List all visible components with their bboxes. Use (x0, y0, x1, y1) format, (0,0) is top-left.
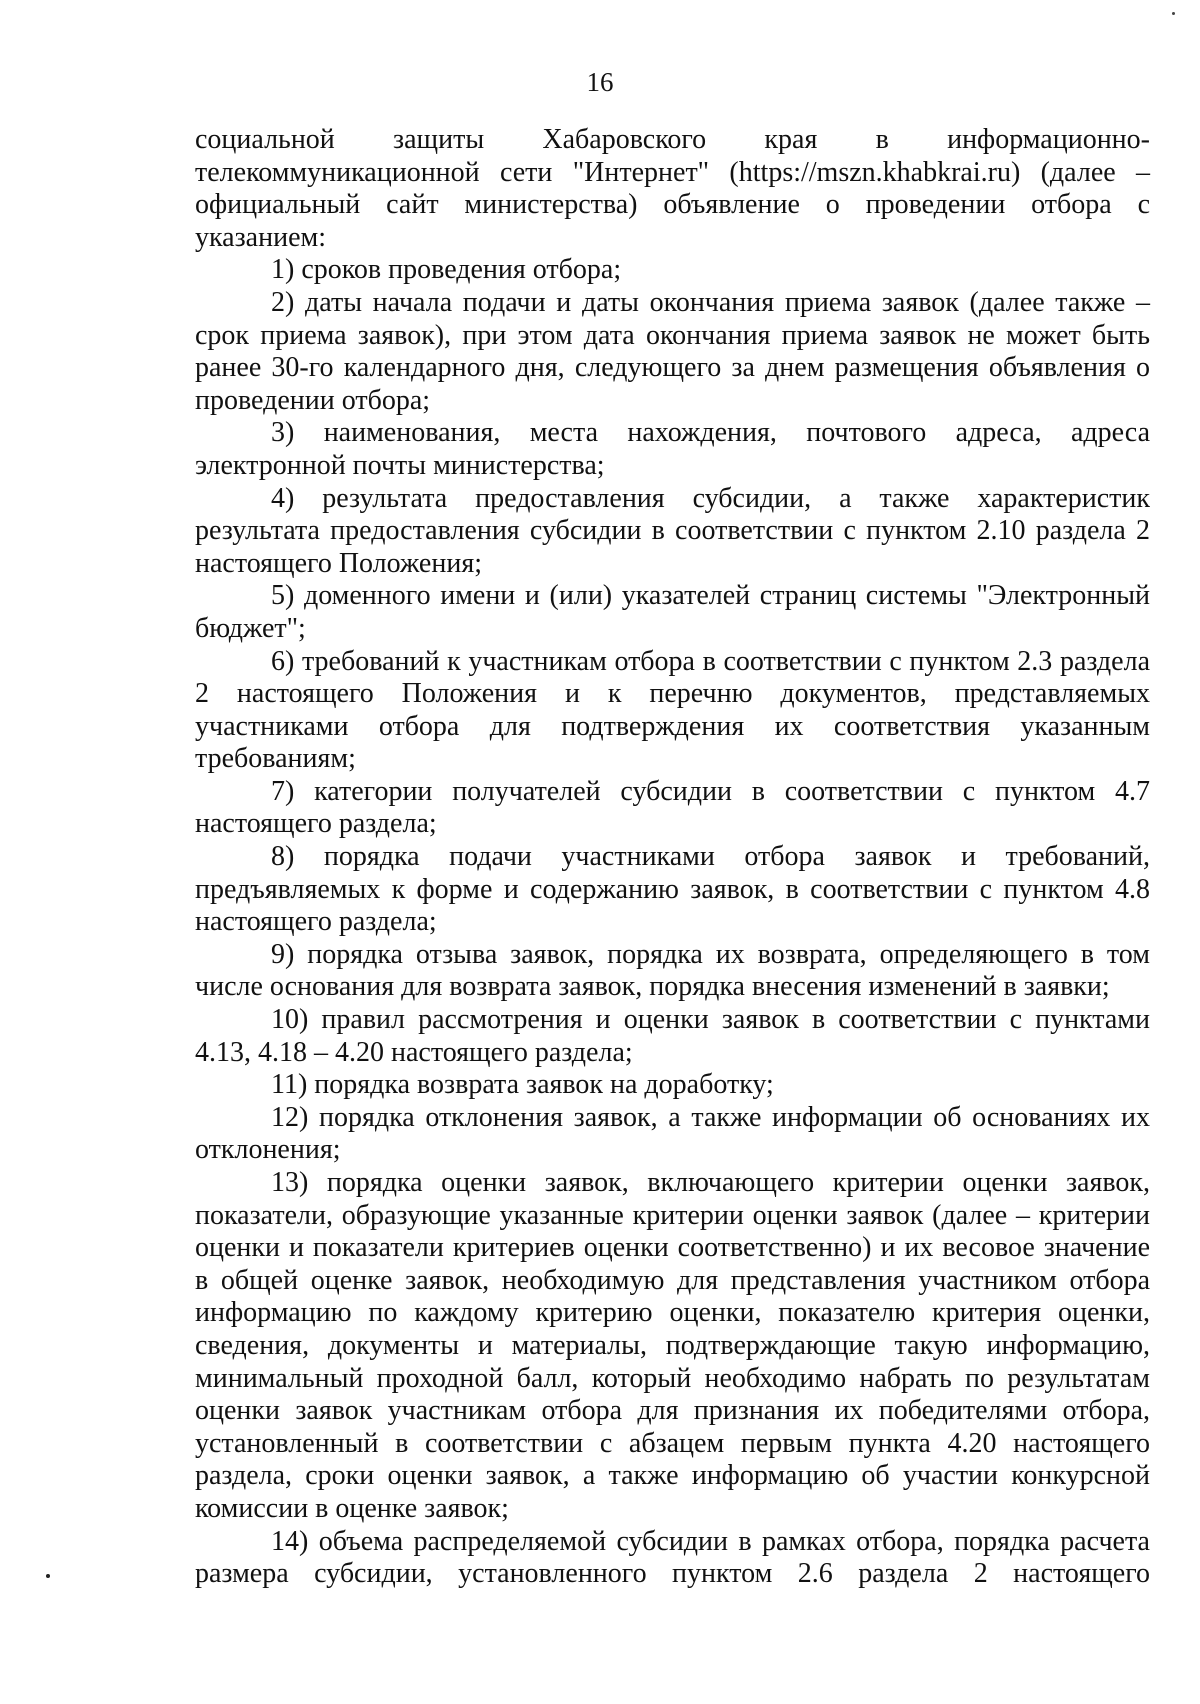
paragraph-intro: социальной защиты Хабаровского края в информационно-телекоммуникационной сети "Интернет" (https://mszn.khabkrai.ru) (далее – официальный сайт министерства) объявление о проведении отбора с указанием: (195, 124, 1150, 253)
document-body (195, 124, 1150, 1591)
page-number: 16 (586, 67, 614, 97)
list-item-13: 13) порядка оценки заявок, включающего критерии оценки заявок, показатели, образующие указанные критерии оценки заявок (далее – критерии оценки и показатели критериев оценки соответственно) и их весовое значение в общей оценке заявок, необходимую для представления участником отбора информацию по каждому критерию оценки, показателю критерия оценки, сведения, документы и материалы, подтверждающие такую информацию, минимальный проходной балл, который необходимо набрать по результатам оценки заявок участникам отбора для признания их победителями отбора, установленный в соответствии с абзацем первым пункта 4.20 настоящего раздела, сроки оценки заявок, а также информацию об участии конкурсной комиссии в оценке заявок; (195, 1167, 1150, 1524)
list-item-2: 2) даты начала подачи и даты окончания приема заявок (далее также – срок приема заявок), при этом дата окончания приема заявок не может быть ранее 30-го календарного дня, следующего за днем размещения объявления о проведении отбора; (195, 286, 1150, 416)
scan-speck (1172, 12, 1175, 15)
list-item-6: 6) требований к участникам отбора в соответствии с пунктом 2.3 раздела 2 настоящего Положения и к перечню документов, представляемых участниками отбора для подтверждения их соответствия указанным требованиям; (195, 645, 1150, 775)
list-item-9: 9) порядка отзыва заявок, порядка их возврата, определяющего в том числе основания для возврата заявок, порядка внесения изменений в заявки; (195, 938, 1150, 1003)
list-item-4: 4) результата предоставления субсидии, а также характеристик результата предоставления субсидии в соответствии с пунктом 2.10 раздела 2 настоящего Положения; (195, 482, 1150, 579)
scan-speck (46, 1574, 50, 1578)
list-item-10: 10) правил рассмотрения и оценки заявок в соответствии с пунктами 4.13, 4.18 – 4.20 настоящего раздела; (195, 1004, 1150, 1068)
list-item-12: 12) порядка отклонения заявок, а также информации об основаниях их отклонения; (195, 1101, 1150, 1166)
list-item-5: 5) доменного имени и (или) указателей страниц системы "Электронный бюджет"; (195, 580, 1150, 644)
list-item-7: 7) категории получателей субсидии в соответствии с пунктом 4.7 настоящего раздела; (195, 775, 1150, 840)
list-item-14: 14) объема распределяемой субсидии в рамках отбора, порядка расчета размера субсидии, установленного пунктом 2.6 раздела 2 настоящего (195, 1525, 1150, 1590)
list-item-8: 8) порядка подачи участниками отбора заявок и требований, предъявляемых к форме и содержанию заявок, в соответствии с пунктом 4.8 настоящего раздела; (195, 841, 1150, 938)
list-item-3: 3) наименования, места нахождения, почтового адреса, адреса электронной почты министерства; (195, 417, 1150, 481)
list-item-1: 1) сроков проведения отбора; (271, 254, 622, 286)
list-item-11: 11) порядка возврата заявок на доработку; (271, 1069, 774, 1101)
